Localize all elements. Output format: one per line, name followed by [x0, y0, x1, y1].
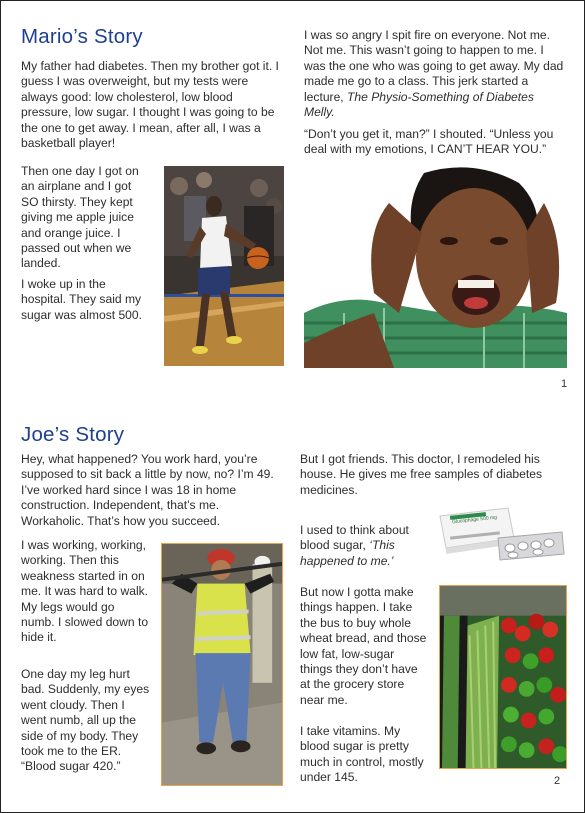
page-number-1: 1: [561, 378, 568, 390]
medicine-box-label: Glucophage 500 mg: [451, 514, 498, 526]
joe-paragraph-4: But I got friends. This doctor, I remodeled his house. He gives me free samples of diabetes medicines.: [300, 452, 543, 497]
joe-paragraph-6: But now I gotta make things happen. I take the bus to buy whole wheat bread, and those low fat, low-sugar things they don’t have at the grocery store near me.: [300, 585, 427, 707]
mario-paragraph-1: My father had diabetes. Then my brother got it. I guess I was overweight, but my tests were always good: low cholesterol, low blood pressure, low sugar. I thought I was going to be the one to get away. I mean, after all, I was a basketball player!: [21, 59, 279, 151]
mario-paragraph-2: Then one day I got on an airplane and I got SO thirsty. They kept giving me apple juice and orange juice. I passed out when we landed.: [21, 164, 139, 271]
joe-paragraph-7: I take vitamins. My blood sugar is pretty much in control, mostly under 145.: [300, 724, 424, 785]
basketball-player-photo: [164, 166, 284, 366]
mario-paragraph-5: “Don’t you get it, man?” I shouted. “Unless you deal with my emotions, I CAN’T HEAR YOU.”: [304, 127, 554, 157]
joe-paragraph-1: Hey, what happened? You work hard, you’re supposed to sit back a little by now, no? I’m 49. I’ve worked hard since I was 18 in home construction. Independent, that’s me. Workaholic. That’s how you succeed.: [21, 452, 274, 528]
joe-paragraph-2: I was working, working, working. Then this weakness started in on me. It was hard to walk. My legs would go numb. I slowed down to hide it.: [21, 538, 149, 645]
mario-paragraph-4: [304, 28, 566, 120]
joe-paragraph-3: One day my leg hurt bad. Suddenly, my eyes went cloudy. Then I went numb, all up the side of my body. They took me to the ER. “Blood sugar 420.”: [21, 667, 150, 774]
construction-worker-photo: [161, 543, 283, 786]
joe-quote: ‘This happened to me.’: [300, 538, 395, 568]
mario-paragraph-4-text: I was so angry I spit fire on everyone. Not me. Not me. This wasn’t going to happen to me. I was the one who was going to get away. My dad made me go to a class. This jerk started a lecture,: [304, 28, 564, 104]
medicine-box-photo: [438, 504, 566, 564]
joe-paragraph-5: [300, 523, 428, 569]
angry-teen-photo: [304, 163, 567, 368]
mario-story-title: Mario’s Story: [21, 25, 143, 48]
joe-story-title: Joe’s Story: [21, 423, 125, 446]
lecture-title: The Physio-Something of Diabetes Melly.: [304, 89, 534, 120]
vegetables-photo: [439, 585, 567, 769]
joe-paragraph-5-text: I used to think about blood sugar,: [300, 523, 409, 553]
mario-paragraph-3: I woke up in the hospital. They said my sugar was almost 500.: [21, 277, 142, 322]
page-number-2: 2: [554, 775, 561, 787]
